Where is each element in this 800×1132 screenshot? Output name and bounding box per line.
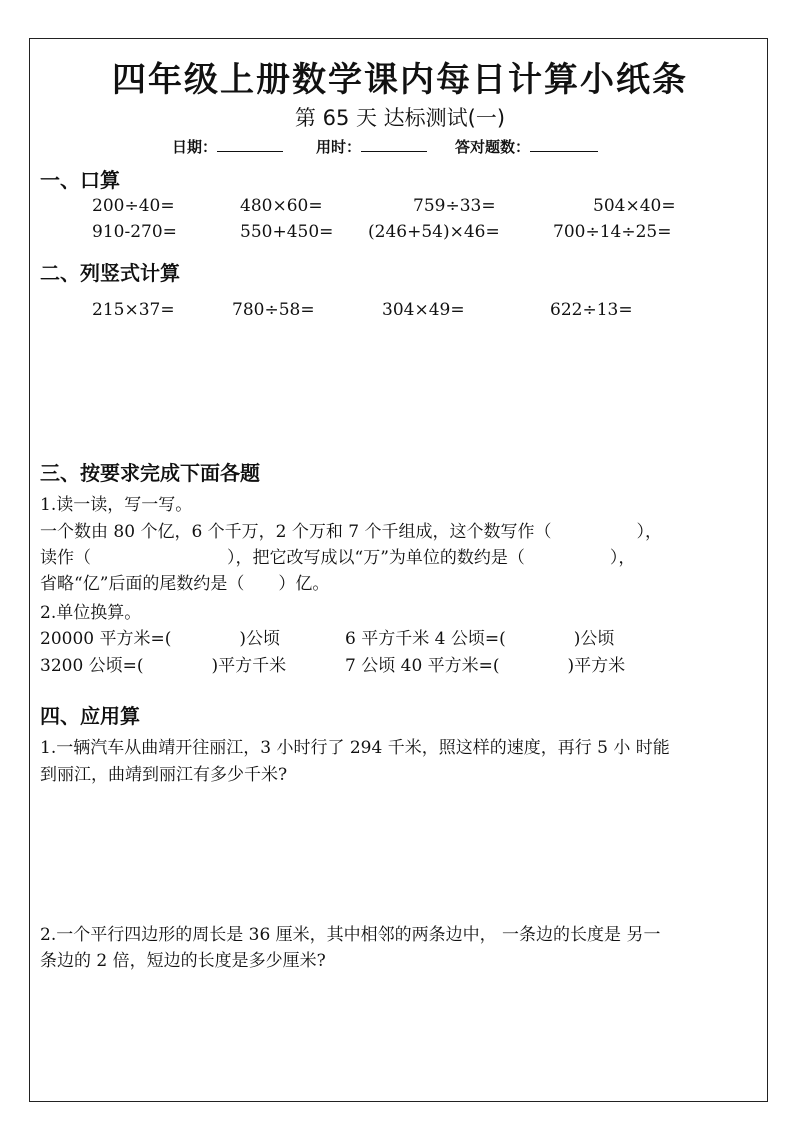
page-title: 四年级上册数学课内每日计算小纸条	[112, 60, 688, 100]
word-problem-1-line1: 1.一辆汽车从曲靖开往丽江，3 小时行了 294 千米，照这样的速度，再行 5 小 时能	[40, 738, 670, 758]
word-problem-1-line2: 到丽江，曲靖到丽江有多少千米?	[40, 765, 288, 785]
date-label: 日期：	[172, 138, 218, 156]
correct-count-field	[455, 136, 598, 157]
question-read-write-title: 1.读一读，写一写。	[40, 495, 193, 515]
oral-item: 910-270=	[92, 222, 177, 242]
oral-item: (246+54)×46=	[368, 222, 500, 242]
question-read-write-line3: 省略“亿”后面的尾数约是（ ）亿。	[40, 574, 330, 594]
unit-conversion-item: 6 平方千米 4 公顷=( )公顷	[345, 629, 615, 649]
oral-item: 550+450=	[240, 222, 334, 242]
question-unit-conversion-title: 2.单位换算。	[40, 603, 142, 623]
section-vertical-calculation-heading: 二、列竖式计算	[40, 261, 180, 285]
oral-item: 504×40=	[593, 196, 676, 216]
word-problem-2-line1: 2.一个平行四边形的周长是 36 厘米，其中相邻的两条边中， 一条边的长度是 另一	[40, 925, 661, 945]
section-requirements-heading: 三、按要求完成下面各题	[40, 461, 260, 485]
time-blank[interactable]	[361, 137, 427, 152]
oral-item: 700÷14÷25=	[553, 222, 672, 242]
section-word-problems-heading: 四、应用算	[40, 704, 140, 728]
date-blank[interactable]	[217, 137, 283, 152]
oral-item: 200÷40=	[92, 196, 175, 216]
time-field	[316, 136, 427, 157]
vertical-item: 215×37=	[92, 300, 175, 320]
correct-count-label: 答对题数：	[455, 138, 531, 156]
page-subtitle: 第 65 天 达标测试(一)	[294, 106, 506, 130]
oral-item: 759÷33=	[413, 196, 496, 216]
oral-item: 480×60=	[240, 196, 323, 216]
question-read-write-line1: 一个数由 80 个亿，6 个千万，2 个万和 7 个千组成，这个数写作（ ），	[40, 522, 663, 542]
unit-conversion-item: 20000 平方米=( )公顷	[40, 629, 280, 649]
unit-conversion-item: 7 公顷 40 平方米=( )平方米	[345, 656, 626, 676]
question-read-write-line2: 读作（ ），把它改写成以“万”为单位的数约是（ ），	[40, 548, 636, 568]
correct-count-blank[interactable]	[530, 137, 598, 152]
vertical-item: 304×49=	[382, 300, 465, 320]
date-field	[172, 136, 283, 157]
time-label: 用时：	[316, 138, 362, 156]
section-oral-calculation-heading: 一、口算	[40, 168, 120, 192]
vertical-item: 780÷58=	[232, 300, 315, 320]
word-problem-2-line2: 条边的 2 倍，短边的长度是多少厘米?	[40, 951, 326, 971]
unit-conversion-item: 3200 公顷=( )平方千米	[40, 656, 287, 676]
vertical-item: 622÷13=	[550, 300, 633, 320]
